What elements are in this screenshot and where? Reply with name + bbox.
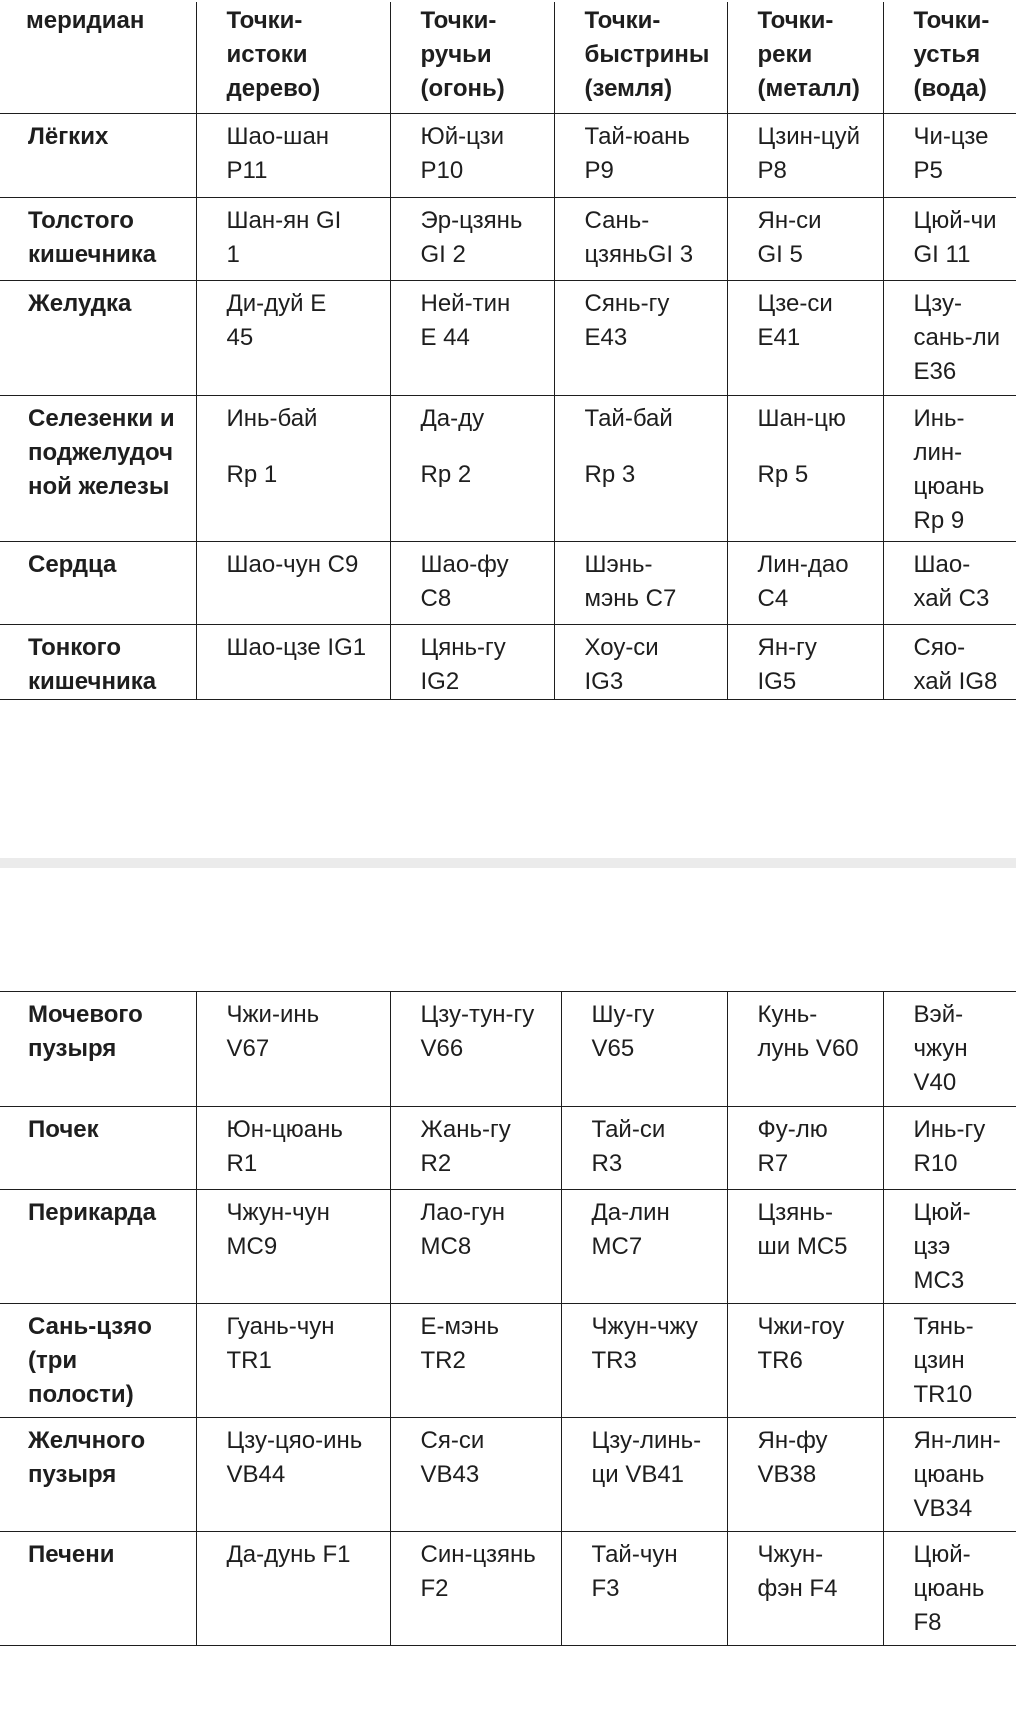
cell-text-line: R1 xyxy=(226,1150,258,1177)
table-row xyxy=(0,1532,1016,1646)
cell-text-line: Тай-чун xyxy=(591,1541,678,1568)
cell-text-line: Тай-си xyxy=(591,1116,666,1143)
cell-text-line: чжун xyxy=(913,1035,968,1062)
cell-text-line: Лао-гун xyxy=(420,1199,505,1226)
cell-text-line: пузыря xyxy=(28,1461,117,1488)
cell-text-line: P10 xyxy=(420,156,464,184)
cell-text-line: Сяо- xyxy=(913,633,966,661)
cell-text-line: Ди-дуй E xyxy=(226,289,327,317)
cell-text-line: Тонкого xyxy=(28,633,121,661)
cell-text-line: Цюй-чи xyxy=(913,206,997,234)
table-row xyxy=(0,992,1016,1107)
cell-text-line: цюань xyxy=(913,1575,985,1602)
cell-text-line: Да-дунь F1 xyxy=(226,1541,351,1568)
point-cell-fire xyxy=(390,1190,561,1304)
cell-text-line: Юй-цзи xyxy=(420,122,505,150)
cell-text-line: R7 xyxy=(757,1150,789,1177)
cell-text-line: GI 11 xyxy=(913,240,971,268)
cell-text-line: Эр-цзянь xyxy=(420,206,523,234)
cell-text-line: Цзе-си xyxy=(757,289,833,317)
point-cell-earth xyxy=(554,280,727,395)
point-cell-fire xyxy=(390,1304,561,1418)
table-row xyxy=(0,197,1016,280)
cell-text-line: Селезенки и xyxy=(28,404,175,432)
table-row xyxy=(0,1304,1016,1418)
meridian-name-cell xyxy=(0,395,196,541)
meridian-name-cell xyxy=(0,1107,196,1190)
cell-text-line: V67 xyxy=(226,1035,270,1062)
cell-text-line: Rp 1 xyxy=(226,460,278,488)
cell-text-line: Чжи-инь xyxy=(226,1001,320,1028)
point-cell-metal xyxy=(727,1418,883,1532)
cell-text-line: Точки- xyxy=(584,7,661,34)
point-cell-metal xyxy=(727,992,883,1107)
cell-text-line: хай IG8 xyxy=(913,667,998,695)
cell-text-line: Гуань-чун xyxy=(226,1313,335,1340)
point-cell-metal xyxy=(727,113,883,197)
point-cell-water xyxy=(883,541,1016,624)
cell-spacer xyxy=(758,436,873,458)
page-separator xyxy=(0,858,1016,868)
point-cell-metal xyxy=(727,280,883,395)
point-cell-earth xyxy=(554,113,727,197)
cell-text-line: TR3 xyxy=(591,1347,637,1374)
cell-text-line: F8 xyxy=(913,1609,942,1636)
cell-text-line: ши MC5 xyxy=(757,1233,848,1260)
cell-text-line: Фу-лю xyxy=(757,1116,828,1143)
cell-text-line: Шан-цю xyxy=(757,404,846,432)
cell-text-line: Цзу-линь- xyxy=(591,1427,702,1454)
cell-text-line: Шао-цзе IG1 xyxy=(226,633,367,661)
cell-text-line: Rp 2 xyxy=(420,460,472,488)
point-cell-fire xyxy=(390,541,554,624)
point-cell-water xyxy=(883,1107,1016,1190)
table-bottom-body xyxy=(0,992,1016,1646)
cell-text-line: P8 xyxy=(757,156,787,184)
cell-text-line: R10 xyxy=(913,1150,958,1177)
cell-text-line: хай C3 xyxy=(913,584,990,612)
point-cell-wood xyxy=(196,1532,390,1646)
cell-text-line: P11 xyxy=(226,156,268,184)
cell-text-line: Чжун- xyxy=(757,1541,824,1568)
point-cell-water xyxy=(883,2,1016,113)
cell-text-line: Ней-тин xyxy=(420,289,511,317)
point-cell-fire xyxy=(390,992,561,1107)
cell-text-line: Цюй- xyxy=(913,1541,971,1568)
cell-text-line: Е-мэнь xyxy=(420,1313,500,1340)
cell-text-line: 45 xyxy=(226,323,254,351)
cell-text-line: Цзин-цуй xyxy=(757,122,861,150)
cell-text-line: полости) xyxy=(28,1381,134,1408)
cell-spacer xyxy=(227,436,380,458)
cell-text-line: P5 xyxy=(913,156,943,184)
cell-text-line: Точки- xyxy=(226,7,303,34)
cell-text-line: VB34 xyxy=(913,1495,973,1522)
point-cell-wood xyxy=(196,1107,390,1190)
cell-text-line: кишечника xyxy=(28,240,157,268)
point-cell-metal xyxy=(727,1532,883,1646)
cell-text-line: цюань xyxy=(913,1461,985,1488)
cell-text-line: Сань- xyxy=(584,206,650,234)
meridian-points-table-top xyxy=(0,2,1016,700)
cell-text-line: VB43 xyxy=(420,1461,480,1488)
cell-text-line: Точки- xyxy=(757,7,834,34)
point-cell-fire xyxy=(390,395,554,541)
cell-text-line: C4 xyxy=(757,584,789,612)
point-cell-water xyxy=(883,624,1016,699)
meridian-points-table-bottom xyxy=(0,991,1016,1646)
cell-text-line: устья xyxy=(913,41,981,68)
cell-text-line: мэнь C7 xyxy=(584,584,677,612)
header-meridian-cell xyxy=(0,2,196,113)
cell-text-line: Кунь- xyxy=(757,1001,818,1028)
point-cell-wood xyxy=(196,541,390,624)
point-cell-water xyxy=(883,113,1016,197)
header-meridian-label: меридиан xyxy=(26,7,145,34)
cell-text-line: цюань xyxy=(913,472,985,500)
cell-text-line: (земля) xyxy=(584,75,673,102)
cell-text-line: R3 xyxy=(591,1150,623,1177)
meridian-name-cell xyxy=(0,197,196,280)
cell-text-line: фэн F4 xyxy=(757,1575,838,1602)
point-cell-earth xyxy=(561,1107,727,1190)
cell-text-line: TR1 xyxy=(226,1347,272,1374)
point-cell-metal xyxy=(727,624,883,699)
cell-text-line: ручьи xyxy=(420,41,492,68)
point-cell-earth xyxy=(561,1532,727,1646)
point-cell-metal xyxy=(727,1107,883,1190)
point-cell-wood xyxy=(196,1418,390,1532)
cell-text-line: Шао-фу xyxy=(420,550,509,578)
cell-text-line: Ян-лин- xyxy=(913,1427,1001,1454)
point-cell-wood xyxy=(196,992,390,1107)
point-cell-fire xyxy=(390,1107,561,1190)
cell-text-line: Тай-бай xyxy=(584,404,673,432)
cell-text-line: истоки xyxy=(226,41,308,68)
point-cell-metal xyxy=(727,2,883,113)
point-cell-earth xyxy=(554,197,727,280)
table-row xyxy=(0,113,1016,197)
point-cell-fire xyxy=(390,197,554,280)
point-cell-water xyxy=(883,197,1016,280)
cell-text-line: E43 xyxy=(584,323,628,351)
point-cell-earth xyxy=(554,541,727,624)
cell-text-line: Шан-ян GI xyxy=(226,206,342,234)
point-cell-earth xyxy=(554,2,727,113)
cell-text-line: Чжун-чун xyxy=(226,1199,330,1226)
cell-text-line: Шао-шан xyxy=(226,122,330,150)
point-cell-fire xyxy=(390,280,554,395)
cell-text-line: поджелудоч xyxy=(28,438,174,466)
cell-text-line: цзэ xyxy=(913,1233,951,1260)
meridian-name-cell xyxy=(0,541,196,624)
cell-text-line: VB44 xyxy=(226,1461,286,1488)
cell-text-line: цзяньGI 3 xyxy=(584,240,694,268)
table-row xyxy=(0,395,1016,541)
cell-text-line: ной железы xyxy=(28,472,170,500)
point-cell-wood xyxy=(196,1190,390,1304)
cell-text-line: IG5 xyxy=(757,667,797,695)
point-cell-earth xyxy=(554,624,727,699)
cell-text-line: Чжи-гоу xyxy=(757,1313,845,1340)
cell-text-line: Цюй- xyxy=(913,1199,971,1226)
cell-text-line: E41 xyxy=(757,323,801,351)
cell-text-line: P9 xyxy=(584,156,614,184)
cell-text-line: MC9 xyxy=(226,1233,278,1260)
point-cell-metal xyxy=(727,395,883,541)
cell-text-line: ци VB41 xyxy=(591,1461,685,1488)
point-cell-water xyxy=(883,1418,1016,1532)
cell-text-line: Сань-цзяо xyxy=(28,1313,152,1340)
point-cell-wood xyxy=(196,197,390,280)
cell-text-line: кишечника xyxy=(28,667,157,695)
cell-text-line: Тай-юань xyxy=(584,122,690,150)
cell-text-line: дерево) xyxy=(226,75,321,102)
point-cell-fire xyxy=(390,113,554,197)
point-cell-water xyxy=(883,992,1016,1107)
table-row xyxy=(0,624,1016,699)
meridian-name-cell xyxy=(0,280,196,395)
cell-text-line: Жань-гу xyxy=(420,1116,511,1143)
point-cell-wood xyxy=(196,395,390,541)
cell-text-line: R2 xyxy=(420,1150,452,1177)
cell-text-line: Цянь-гу xyxy=(420,633,506,661)
cell-text-line: Тянь- xyxy=(913,1313,974,1340)
cell-text-line: MC3 xyxy=(913,1267,965,1294)
cell-text-line: TR2 xyxy=(420,1347,466,1374)
cell-text-line: Ян-гу xyxy=(757,633,817,661)
cell-text-line: Юн-цюань xyxy=(226,1116,343,1143)
table-row xyxy=(0,1418,1016,1532)
cell-text-line: 1 xyxy=(226,240,240,268)
cell-text-line: Хоу-си xyxy=(584,633,659,661)
point-cell-wood xyxy=(196,280,390,395)
point-cell-earth xyxy=(554,395,727,541)
cell-text-line: лин- xyxy=(913,438,963,466)
table-top-body xyxy=(0,2,1016,699)
cell-text-line: Цзу- xyxy=(913,289,962,317)
cell-spacer xyxy=(585,436,717,458)
cell-spacer xyxy=(421,436,544,458)
cell-text-line: цзин xyxy=(913,1347,965,1374)
table-row xyxy=(0,1107,1016,1190)
cell-text-line: Точки- xyxy=(913,7,990,34)
cell-text-line: Инь- xyxy=(913,404,965,432)
meridian-name-cell xyxy=(0,1190,196,1304)
point-cell-wood xyxy=(196,1304,390,1418)
point-cell-water xyxy=(883,1304,1016,1418)
cell-text-line: Желчного xyxy=(28,1427,146,1454)
cell-text-line: Цзянь- xyxy=(757,1199,834,1226)
cell-text-line: (вода) xyxy=(913,75,987,102)
table-row xyxy=(0,541,1016,624)
point-cell-water xyxy=(883,1190,1016,1304)
cell-text-line: Вэй- xyxy=(913,1001,964,1028)
cell-text-line: сань-ли xyxy=(913,323,1001,351)
point-cell-fire xyxy=(390,1418,561,1532)
cell-text-line: реки xyxy=(757,41,813,68)
cell-text-line: E 44 xyxy=(420,323,470,351)
cell-text-line: Толстого xyxy=(28,206,134,234)
cell-text-line: Rp 5 xyxy=(757,460,809,488)
cell-text-line: (огонь) xyxy=(420,75,505,102)
cell-text-line: (металл) xyxy=(757,75,860,102)
table-row xyxy=(0,1190,1016,1304)
cell-text-line: IG3 xyxy=(584,667,624,695)
meridian-name-cell xyxy=(0,1532,196,1646)
point-cell-fire xyxy=(390,624,554,699)
point-cell-earth xyxy=(561,1418,727,1532)
cell-text-line: Ян-си xyxy=(757,206,822,234)
point-cell-water xyxy=(883,395,1016,541)
cell-text-line: Цзу-тун-гу xyxy=(420,1001,535,1028)
cell-text-line: Мочевого xyxy=(28,1001,143,1028)
table-header-row xyxy=(0,2,1016,113)
cell-text-line: быстрины xyxy=(584,41,710,68)
cell-text-line: пузыря xyxy=(28,1035,117,1062)
meridian-name-cell xyxy=(0,624,196,699)
cell-text-line: GI 2 xyxy=(420,240,466,268)
page-bottom xyxy=(0,868,1016,1710)
cell-text-line: Rp 3 xyxy=(584,460,636,488)
cell-text-line: Шэнь- xyxy=(584,550,653,578)
cell-text-line: IG2 xyxy=(420,667,460,695)
point-cell-water xyxy=(883,280,1016,395)
cell-text-line: Шао-чун C9 xyxy=(226,550,359,578)
cell-text-line: V65 xyxy=(591,1035,635,1062)
point-cell-metal xyxy=(727,541,883,624)
cell-text-line: Син-цзянь xyxy=(420,1541,536,1568)
point-cell-metal xyxy=(727,1304,883,1418)
cell-text-line: Инь-бай xyxy=(226,404,318,432)
meridian-name-cell xyxy=(0,1418,196,1532)
cell-text-line: Rp 9 xyxy=(913,506,965,534)
cell-text-line: Ся-си xyxy=(420,1427,485,1454)
cell-text-line: V66 xyxy=(420,1035,464,1062)
point-cell-fire xyxy=(390,2,554,113)
point-cell-water xyxy=(883,1532,1016,1646)
cell-text-line: Да-ду xyxy=(420,404,485,432)
point-cell-fire xyxy=(390,1532,561,1646)
point-cell-earth xyxy=(561,1190,727,1304)
cell-text-line: E36 xyxy=(913,357,957,385)
cell-text-line: Лин-дао xyxy=(757,550,849,578)
cell-text-line: Сянь-гу xyxy=(584,289,670,317)
point-cell-wood xyxy=(196,113,390,197)
meridian-name-cell xyxy=(0,992,196,1107)
point-cell-metal xyxy=(727,1190,883,1304)
cell-text-line: Сердца xyxy=(28,550,117,578)
cell-text-line: Желудка xyxy=(28,289,132,317)
cell-text-line: Чжун-чжу xyxy=(591,1313,698,1340)
meridian-name-cell xyxy=(0,113,196,197)
cell-text-line: V40 xyxy=(913,1069,957,1096)
cell-text-line: GI 5 xyxy=(757,240,803,268)
cell-text-line: TR10 xyxy=(913,1381,973,1408)
point-cell-metal xyxy=(727,197,883,280)
cell-text-line: Да-лин xyxy=(591,1199,670,1226)
cell-text-line: Точки- xyxy=(420,7,497,34)
point-cell-wood xyxy=(196,624,390,699)
table-row xyxy=(0,280,1016,395)
cell-text-line: Ян-фу xyxy=(757,1427,828,1454)
cell-text-line: F2 xyxy=(420,1575,449,1602)
cell-text-line: (три xyxy=(28,1347,78,1374)
cell-text-line: Почек xyxy=(28,1116,99,1143)
cell-text-line: Лёгких xyxy=(28,122,109,150)
cell-text-line: C8 xyxy=(420,584,452,612)
cell-text-line: TR6 xyxy=(757,1347,803,1374)
cell-text-line: F3 xyxy=(591,1575,620,1602)
cell-text-line: MC8 xyxy=(420,1233,472,1260)
cell-text-line: лунь V60 xyxy=(757,1035,859,1062)
meridian-name-cell xyxy=(0,1304,196,1418)
point-cell-earth xyxy=(561,1304,727,1418)
cell-text-line: Цзу-цяо-инь xyxy=(226,1427,363,1454)
cell-text-line: Шу-гу xyxy=(591,1001,655,1028)
point-cell-wood xyxy=(196,2,390,113)
cell-text-line: Печени xyxy=(28,1541,115,1568)
point-cell-earth xyxy=(561,992,727,1107)
cell-text-line: Инь-гу xyxy=(913,1116,986,1143)
cell-text-line: Чи-цзе xyxy=(913,122,989,150)
cell-text-line: VB38 xyxy=(757,1461,817,1488)
cell-text-line: Шао- xyxy=(913,550,971,578)
cell-text-line: MC7 xyxy=(591,1233,643,1260)
cell-text-line: Перикарда xyxy=(28,1199,157,1226)
